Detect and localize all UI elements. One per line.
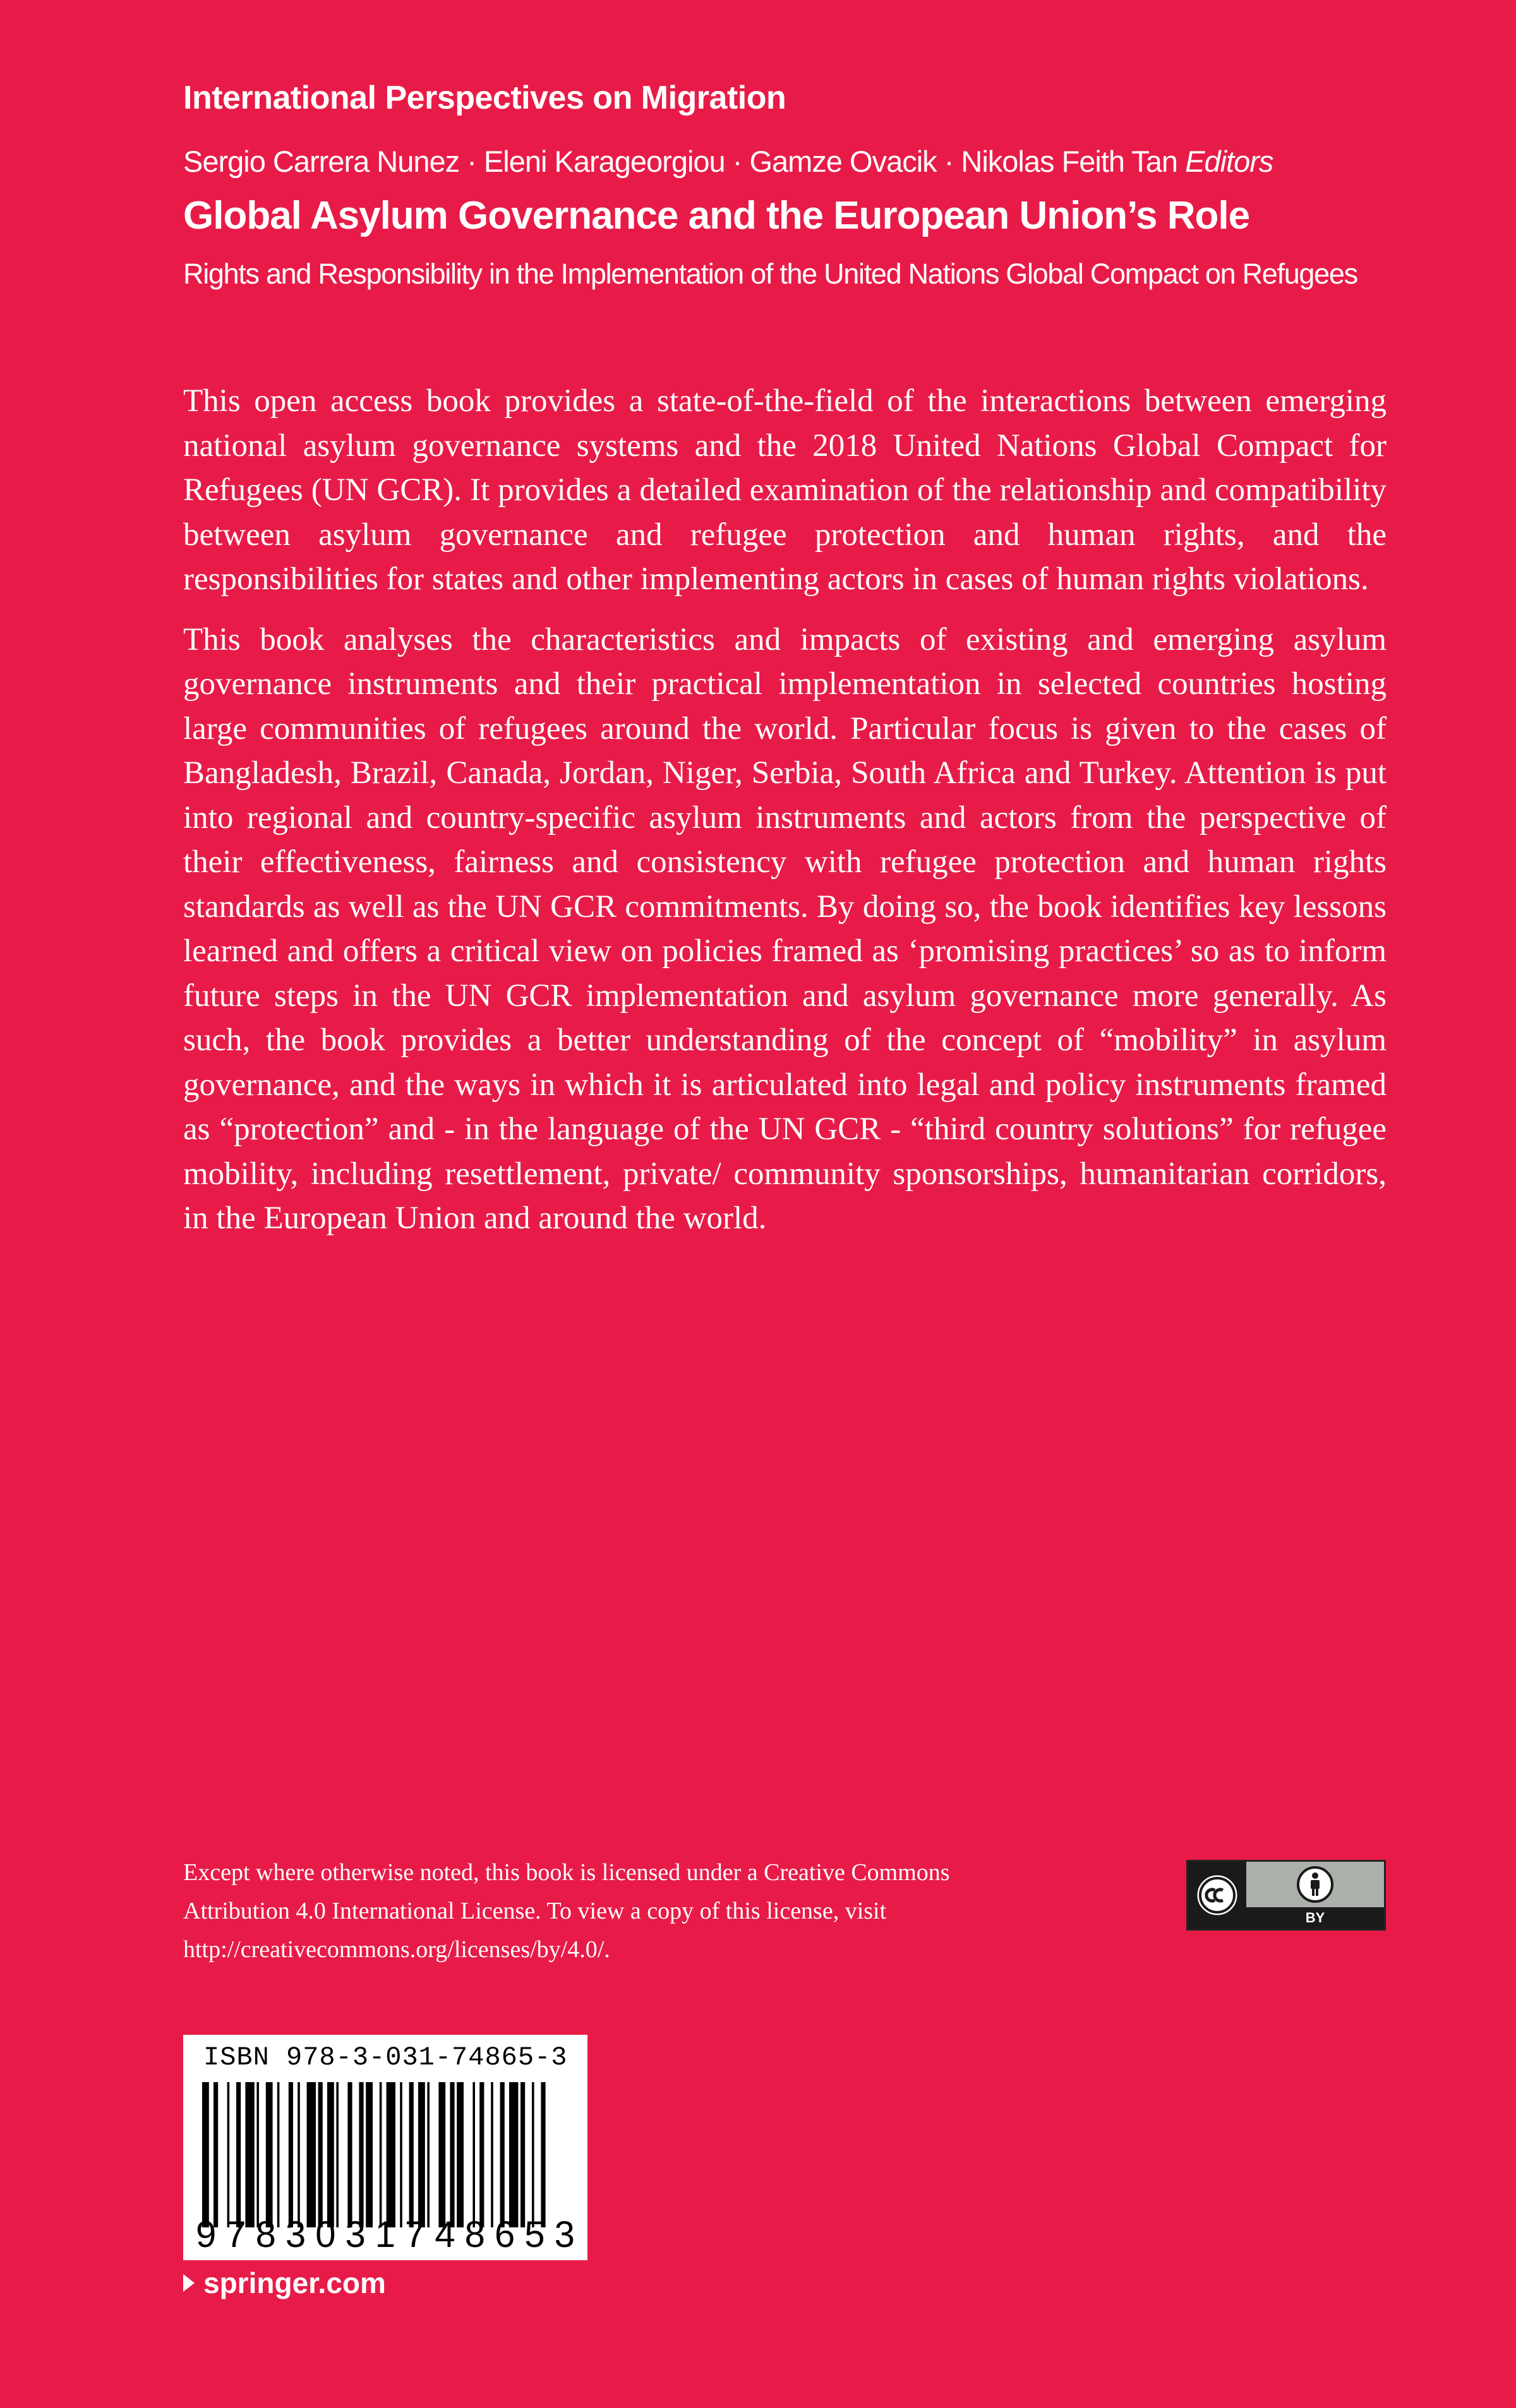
isbn-digit: 7 <box>405 2214 426 2255</box>
isbn-digits <box>196 2213 575 2256</box>
isbn-digit: 6 <box>494 2214 515 2255</box>
isbn-digit: 0 <box>315 2214 336 2255</box>
barcode-bar <box>400 2082 402 2227</box>
barcode-graphic <box>202 2082 568 2227</box>
cc-logo-icon <box>1188 1862 1246 1929</box>
barcode-bar <box>491 2082 493 2227</box>
barcode-bar <box>236 2082 241 2227</box>
barcode-bar <box>277 2082 280 2227</box>
barcode-bar <box>520 2082 525 2227</box>
barcode-bar <box>289 2082 293 2227</box>
attribution-person-icon <box>1296 1866 1334 1907</box>
barcode-bar <box>202 2082 209 2227</box>
isbn-digit: 3 <box>285 2214 306 2255</box>
barcode-bar <box>245 2082 254 2227</box>
barcode-bar <box>457 2082 464 2227</box>
book-subtitle: Rights and Responsibility in the Implementation of the United Nations Global Compact on Refugees <box>183 258 1357 290</box>
barcode-bar <box>409 2082 414 2227</box>
by-attribution-panel <box>1246 1862 1384 1929</box>
barcode-bar <box>359 2082 363 2227</box>
barcode-bar <box>327 2082 334 2227</box>
isbn-label: ISBN 978-3-031-74865-3 <box>203 2042 568 2073</box>
barcode-bar <box>438 2082 445 2227</box>
barcode-bar <box>500 2082 505 2227</box>
cc-by-license-badge <box>1186 1860 1386 1931</box>
isbn-digit: 7 <box>226 2214 246 2255</box>
editors-suffix: Editors <box>1185 145 1273 178</box>
barcode-bar <box>266 2082 273 2227</box>
book-title: Global Asylum Governance and the European Union’s Role <box>183 194 1250 237</box>
book-blurb <box>183 379 1387 1257</box>
barcode-bar <box>256 2082 259 2227</box>
isbn-digit: 8 <box>255 2214 276 2255</box>
barcode-bar <box>541 2082 545 2227</box>
series-title: International Perspectives on Migration <box>183 80 786 116</box>
isbn-digit: 1 <box>375 2214 396 2255</box>
isbn-digit: 9 <box>196 2214 217 2255</box>
publisher-link[interactable] <box>183 2266 386 2300</box>
isbn-barcode-box <box>183 2035 587 2260</box>
editor-names: Sergio Carrera Nunez · Eleni Karageorgiou · Gamze Ovacik · Nikolas Feith Tan <box>183 145 1178 178</box>
barcode-bar <box>418 2082 425 2227</box>
publisher-link-text[interactable]: springer.com <box>203 2267 386 2299</box>
barcode-bar <box>318 2082 323 2227</box>
barcode-bar <box>509 2082 518 2227</box>
barcode-bar <box>479 2082 484 2227</box>
license-notice: Except where otherwise noted, this book is licensed under a Creative Commons Attribution 4.0 International License. To view a copy of this license, visit http://creativecommons.org/licenses/by/4.0/. <box>183 1859 950 1963</box>
isbn-digit: 5 <box>524 2214 545 2255</box>
barcode-bar <box>450 2082 454 2227</box>
barcode-bar <box>336 2082 339 2227</box>
barcode-bar <box>427 2082 430 2227</box>
barcode-bar <box>366 2082 373 2227</box>
isbn-digit: 3 <box>345 2214 366 2255</box>
barcode-bar <box>298 2082 300 2227</box>
barcode-bar <box>214 2082 218 2227</box>
blurb-paragraph-1: This open access book provides a state-of-the-field of the interactions between emerging national asylum governance systems and the 2018 United Nations Global Compact for Refugees (UN GCR). It provides a detailed examination of the relationship and compatibility between asylum governance and refugee protection and human rights, and the responsibilities for states and other implementing actors in cases of human rights violations. <box>183 383 1387 597</box>
barcode-bar <box>472 2082 475 2227</box>
barcode-bar <box>387 2082 395 2227</box>
blurb-paragraph-2: This book analyses the characteristics and impacts of existing and emerging asylum governance instruments and their practical implementation in selected countries hosting large communities of refugees around the world. Particular focus is given to the cases of Bangladesh, Brazil, Canada, Jordan, Niger, Serbia, South Africa and Turkey. Attention is put into regional and country-specific asylum instruments and actors from the perspective of their effectiveness, fairness and consistency with refugee protection and human rights standards as well as the UN GCR commitments. By doing so, the book identifies key lessons learned and offers a critical view on policies framed as ‘promising practices’ so as to inform future steps in the UN GCR implementation and asylum governance more generally. As such, the book provides a better understanding of the concept of “mobility” in asylum governance, and the ways in which it is articulated into legal and policy instruments framed as “protection” and - in the language of the UN GCR - “third country solutions” for refugee mobility, including resettlement, private/ community sponsorships, humanitarian corridors, in the European Union and around the world. <box>183 621 1387 1236</box>
editors-line <box>183 144 1273 179</box>
isbn-digit: 4 <box>435 2214 455 2255</box>
barcode-bar <box>307 2082 316 2227</box>
barcode-bar <box>380 2082 382 2227</box>
isbn-digit: 3 <box>554 2214 575 2255</box>
barcode-bar <box>532 2082 534 2227</box>
barcode-bar <box>227 2082 230 2227</box>
isbn-digit: 8 <box>464 2214 485 2255</box>
by-label: BY <box>1246 1907 1384 1929</box>
arrow-right-icon <box>183 2274 195 2292</box>
barcode-bar <box>347 2082 352 2227</box>
